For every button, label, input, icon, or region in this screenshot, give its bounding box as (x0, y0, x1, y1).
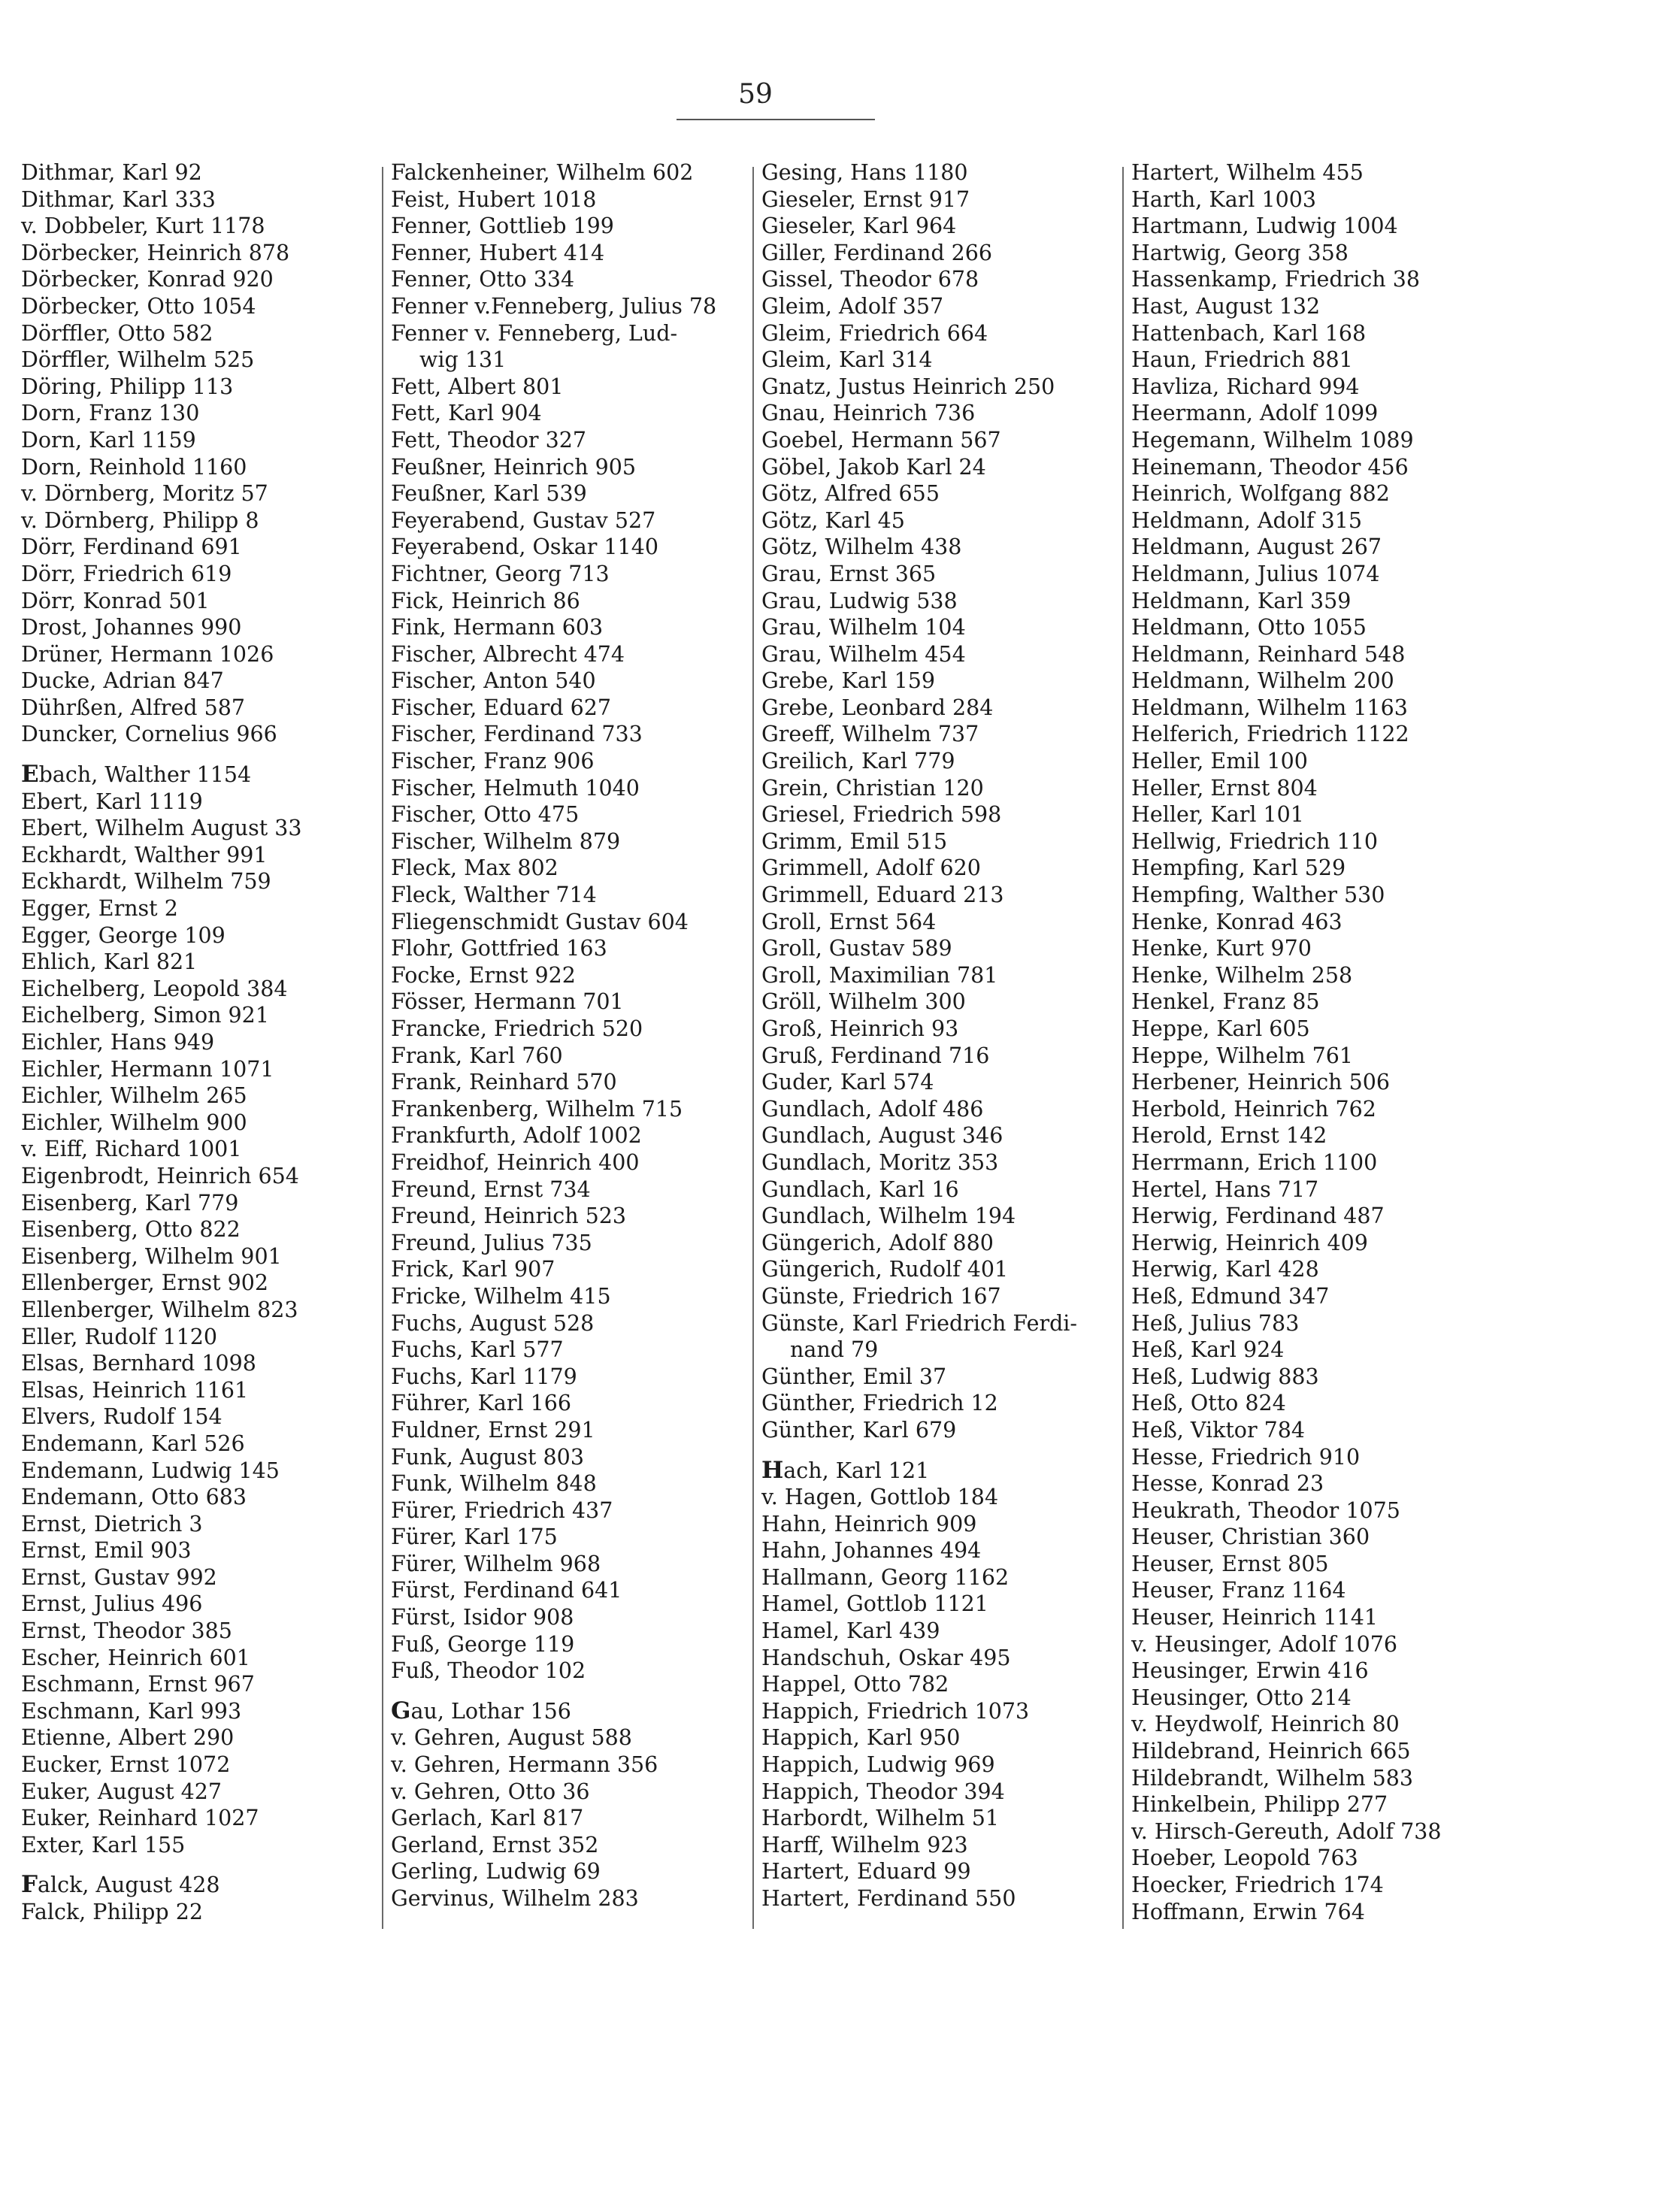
directory-entry: Fürer, Wilhelm 968 (391, 1551, 601, 1576)
section-gap (21, 748, 367, 761)
directory-entry: Gundlach, August 346 (761, 1123, 1003, 1149)
directory-entry: Dörr, Friedrich 619 (21, 561, 232, 586)
directory-entry: Guder, Karl 574 (761, 1070, 934, 1095)
directory-entry: Eschmann, Karl 993 (21, 1698, 242, 1724)
directory-entry: Eller, Rudolf 1120 (21, 1324, 217, 1349)
directory-entry: Güngerich, Rudolf 401 (761, 1257, 1009, 1282)
directory-entry: v. Gehren, Otto 36 (391, 1779, 590, 1804)
directory-entry: Heldmann, Wilhelm 200 (1131, 668, 1394, 694)
directory-entry: Heller, Emil 100 (1131, 749, 1308, 774)
directory-entry: Fleck, Walther 714 (391, 883, 597, 908)
directory-entry: Herbener, Heinrich 506 (1131, 1070, 1390, 1095)
directory-entry: Heß, Otto 824 (1131, 1391, 1286, 1416)
directory-entry: Dithmar, Karl 333 (21, 186, 216, 212)
directory-entry: v. Dörnberg, Moritz 57 (21, 481, 268, 507)
column-divider (752, 167, 754, 1929)
directory-entry: Eschmann, Ernst 967 (21, 1672, 255, 1697)
directory-entry: Dörbecker, Konrad 920 (21, 267, 274, 292)
directory-entry: Heuser, Heinrich 1141 (1131, 1605, 1379, 1630)
directory-entry: Götz, Karl 45 (761, 507, 905, 533)
section-first-entry (21, 1872, 367, 1899)
directory-entry: Heusinger, Erwin 416 (1131, 1658, 1369, 1684)
directory-entry: Hempfing, Walther 530 (1131, 883, 1385, 908)
directory-entry: Francke, Friedrich 520 (391, 1016, 643, 1041)
directory-entry: Eichelberg, Leopold 384 (21, 976, 288, 1001)
directory-entry: Fuchs, Karl 577 (391, 1337, 564, 1363)
directory-entry: Ehlich, Karl 821 (21, 949, 198, 975)
directory-entry: Harbordt, Wilhelm 51 (761, 1806, 1000, 1831)
directory-entry: Hildebrandt, Wilhelm 583 (1131, 1765, 1414, 1791)
directory-entry: Heinrich, Wolfgang 882 (1131, 481, 1390, 507)
directory-entry: Fischer, Franz 906 (391, 749, 595, 774)
directory-entry: Güngerich, Adolf 880 (761, 1230, 994, 1255)
directory-entry: Ebert, Karl 1119 (21, 789, 203, 814)
directory-entry: Fürer, Karl 175 (391, 1524, 558, 1550)
directory-entry: Elsas, Heinrich 1161 (21, 1377, 249, 1403)
section-first-entry (761, 1458, 1116, 1485)
directory-entry: Gnau, Heinrich 736 (761, 401, 976, 426)
directory-entry: Gervinus, Wilhelm 283 (391, 1886, 639, 1911)
directory-entry: Günste, Karl Friedrich Ferdi- (761, 1310, 1078, 1336)
directory-entry: Gieseler, Karl 964 (761, 213, 957, 239)
directory-entry: v. Gehren, August 588 (391, 1725, 632, 1751)
directory-entry: Hahn, Johannes 494 (761, 1538, 982, 1564)
directory-entry: Heldmann, Wilhelm 1163 (1131, 695, 1408, 720)
directory-entry: Dörbecker, Heinrich 878 (21, 240, 290, 265)
directory-entry: Dörr, Konrad 501 (21, 588, 210, 613)
directory-entry: Fenner, Hubert 414 (391, 240, 605, 265)
directory-entry: Happich, Karl 950 (761, 1725, 961, 1751)
directory-entry: Fenner, Gottlieb 199 (391, 213, 614, 239)
directory-entry: Fuß, Theodor 102 (391, 1658, 586, 1684)
directory-entry: Frank, Karl 760 (391, 1043, 563, 1068)
directory-column-4 (1131, 159, 1486, 1925)
directory-entry: Hempfing, Karl 529 (1131, 855, 1346, 881)
section-first-entry (391, 1698, 746, 1725)
section-first-entry (21, 761, 367, 789)
directory-entry: Hoffmann, Erwin 764 (1131, 1899, 1365, 1924)
directory-entry: Groll, Maximilian 781 (761, 962, 998, 988)
directory-entry: Eckhardt, Wilhelm 759 (21, 869, 271, 895)
directory-entry: Hattenbach, Karl 168 (1131, 320, 1367, 346)
directory-entry: Götz, Alfred 655 (761, 481, 940, 507)
directory-entry: Heß, Ludwig 883 (1131, 1364, 1319, 1389)
section-gap (21, 1858, 367, 1872)
directory-entry: Heusinger, Otto 214 (1131, 1685, 1352, 1710)
directory-entry: Funk, August 803 (391, 1444, 584, 1470)
directory-entry: Führer, Karl 166 (391, 1391, 572, 1416)
directory-entry: Göbel, Jakob Karl 24 (761, 454, 986, 480)
directory-entry: Grau, Ludwig 538 (761, 588, 958, 613)
directory-entry: Heldmann, August 267 (1131, 534, 1382, 560)
entry-list (1131, 159, 1486, 1925)
directory-entry: Herwig, Heinrich 409 (1131, 1230, 1368, 1255)
directory-entry: Heß, Julius 783 (1131, 1310, 1300, 1336)
directory-entry: Groll, Ernst 564 (761, 909, 937, 934)
directory-entry: Endemann, Karl 526 (21, 1431, 245, 1456)
directory-entry: Happel, Otto 782 (761, 1672, 949, 1697)
directory-entry: Duncker, Cornelius 966 (21, 722, 277, 747)
directory-entry: Fuß, George 119 (391, 1631, 575, 1657)
directory-entry: Fischer, Eduard 627 (391, 695, 612, 720)
entry-list (761, 159, 1116, 1444)
directory-entry: Feyerabend, Gustav 527 (391, 507, 656, 533)
directory-entry: Gerling, Ludwig 69 (391, 1859, 601, 1885)
directory-entry: Eisenberg, Wilhelm 901 (21, 1243, 282, 1269)
directory-entry: Fischer, Anton 540 (391, 668, 596, 694)
directory-entry: Fuchs, Karl 1179 (391, 1364, 577, 1389)
directory-entry: Hildebrand, Heinrich 665 (1131, 1739, 1411, 1764)
directory-entry: Euker, August 427 (21, 1779, 222, 1804)
directory-entry: Gerlach, Karl 817 (391, 1806, 584, 1831)
directory-entry: Groß, Heinrich 93 (761, 1016, 959, 1041)
directory-entry: Endemann, Otto 683 (21, 1485, 247, 1510)
entry-list (761, 1484, 1116, 1912)
directory-entry: Eisenberg, Otto 822 (21, 1217, 241, 1243)
directory-entry: Fliegenschmidt Gustav 604 (391, 909, 689, 934)
directory-entry: Grau, Ernst 365 (761, 561, 937, 586)
directory-entry: Hesse, Konrad 23 (1131, 1471, 1324, 1497)
column-divider (1122, 167, 1124, 1929)
directory-entry: Döring, Philipp 113 (21, 374, 234, 399)
directory-entry: Heuser, Franz 1164 (1131, 1578, 1346, 1603)
directory-entry: Fricke, Wilhelm 415 (391, 1283, 611, 1309)
directory-entry: Heuser, Christian 360 (1131, 1524, 1370, 1550)
directory-entry: Hamel, Gottlob 1121 (761, 1591, 988, 1617)
directory-entry: Fischer, Otto 475 (391, 802, 580, 828)
directory-entry: Eckhardt, Walther 991 (21, 842, 268, 867)
directory-entry: Günther, Friedrich 12 (761, 1391, 998, 1416)
directory-entry: Grebe, Leonbard 284 (761, 695, 994, 720)
directory-entry: Fuchs, August 528 (391, 1310, 595, 1336)
directory-entry: Harth, Karl 1003 (1131, 186, 1317, 212)
directory-entry: Frankfurth, Adolf 1002 (391, 1123, 642, 1149)
directory-entry: Freidhof, Heinrich 400 (391, 1149, 640, 1175)
directory-entry: Gundlach, Moritz 353 (761, 1149, 999, 1175)
directory-entry: Günther, Karl 679 (761, 1417, 957, 1443)
directory-entry: Eichler, Wilhelm 265 (21, 1083, 247, 1109)
directory-entry: Hartert, Eduard 99 (761, 1859, 971, 1885)
directory-entry: Gissel, Theodor 678 (761, 267, 979, 292)
directory-entry: Greilich, Karl 779 (761, 749, 955, 774)
directory-entry: Happich, Ludwig 969 (761, 1752, 995, 1778)
directory-entry: Exter, Karl 155 (21, 1832, 186, 1857)
directory-entry: Escher, Heinrich 601 (21, 1645, 250, 1670)
directory-entry: Fösser, Hermann 701 (391, 989, 624, 1015)
directory-entry: Fuldner, Ernst 291 (391, 1417, 595, 1443)
directory-entry: Hamel, Karl 439 (761, 1618, 940, 1644)
directory-entry: Fenner v.Fenneberg, Julius 78 (391, 293, 717, 319)
directory-entry: Fick, Heinrich 86 (391, 588, 580, 613)
directory-entry: Henke, Wilhelm 258 (1131, 962, 1353, 988)
directory-entry: Funk, Wilhelm 848 (391, 1471, 597, 1497)
directory-entry: Heß, Karl 924 (1131, 1337, 1285, 1363)
directory-entry: Elvers, Rudolf 154 (21, 1404, 222, 1430)
directory-entry: Gieseler, Ernst 917 (761, 186, 970, 212)
directory-entry: Gnatz, Justus Heinrich 250 (761, 374, 1055, 399)
directory-entry: Drost, Johannes 990 (21, 615, 242, 640)
directory-entry: nand 79 (790, 1337, 879, 1363)
directory-entry: Havliza, Richard 994 (1131, 374, 1360, 399)
section-gap (391, 1685, 746, 1698)
directory-entry: Günste, Friedrich 167 (761, 1283, 1001, 1309)
directory-entry: Heuser, Ernst 805 (1131, 1551, 1329, 1576)
directory-entry: Heller, Ernst 804 (1131, 775, 1318, 801)
directory-entry: Groll, Gustav 589 (761, 936, 952, 961)
directory-entry: Hertel, Hans 717 (1131, 1176, 1319, 1202)
directory-entry: Fischer, Helmuth 1040 (391, 775, 640, 801)
directory-entry: Freund, Heinrich 523 (391, 1203, 627, 1229)
directory-entry: Hegemann, Wilhelm 1089 (1131, 427, 1414, 453)
directory-entry: Fürer, Friedrich 437 (391, 1497, 613, 1523)
directory-entry: Fleck, Max 802 (391, 855, 558, 881)
directory-entry: Freund, Julius 735 (391, 1230, 592, 1255)
directory-entry: Götz, Wilhelm 438 (761, 534, 962, 560)
directory-entry: Handschuh, Oskar 495 (761, 1645, 1011, 1670)
directory-entry: Heldmann, Adolf 315 (1131, 507, 1363, 533)
directory-entry: Gleim, Karl 314 (761, 347, 933, 373)
directory-entry: Gröll, Wilhelm 300 (761, 989, 966, 1015)
directory-entry: Gesing, Hans 1180 (761, 160, 968, 185)
directory-entry: v. Dörnberg, Philipp 8 (21, 507, 259, 533)
entry-text: bach, Walther 1154 (38, 762, 252, 788)
directory-entry: Grau, Wilhelm 104 (761, 615, 966, 640)
directory-entry: Ellenberger, Wilhelm 823 (21, 1297, 298, 1322)
directory-entry: Günther, Emil 37 (761, 1364, 947, 1389)
directory-entry: Fischer, Wilhelm 879 (391, 828, 621, 854)
directory-entry: Fichtner, Georg 713 (391, 561, 610, 586)
directory-entry: Greeff, Wilhelm 737 (761, 722, 979, 747)
entry-list (21, 1899, 367, 1926)
directory-entry: v. Eiff, Richard 1001 (21, 1137, 242, 1162)
directory-entry: v. Hirsch-Gereuth, Adolf 738 (1131, 1818, 1442, 1844)
directory-entry: Hallmann, Georg 1162 (761, 1564, 1010, 1590)
directory-entry: Eichler, Wilhelm 900 (21, 1110, 247, 1135)
directory-entry: Eucker, Ernst 1072 (21, 1752, 231, 1778)
directory-entry: Egger, Ernst 2 (21, 896, 178, 922)
directory-entry: Dörffler, Wilhelm 525 (21, 347, 255, 373)
column-divider (382, 167, 383, 1929)
directory-entry: Hartwig, Georg 358 (1131, 240, 1349, 265)
directory-entry: Harff, Wilhelm 923 (761, 1832, 968, 1857)
directory-entry: v. Gehren, Hermann 356 (391, 1752, 658, 1778)
directory-entry: v. Heydwolf, Heinrich 80 (1131, 1712, 1400, 1737)
entry-text: alck, August 428 (38, 1873, 220, 1898)
directory-entry: Hinkelbein, Philipp 277 (1131, 1792, 1388, 1818)
directory-entry: Fürst, Ferdinand 641 (391, 1578, 622, 1603)
directory-entry: Gruß, Ferdinand 716 (761, 1043, 990, 1068)
directory-entry: Gundlach, Karl 16 (761, 1176, 959, 1202)
directory-entry: Grimmell, Adolf 620 (761, 855, 981, 881)
directory-entry: Ernst, Emil 903 (21, 1538, 192, 1564)
directory-entry: Grebe, Karl 159 (761, 668, 935, 694)
directory-entry: Gundlach, Wilhelm 194 (761, 1203, 1016, 1229)
directory-entry: Ernst, Theodor 385 (21, 1618, 232, 1644)
directory-entry: Freund, Ernst 734 (391, 1176, 591, 1202)
directory-entry: Henke, Konrad 463 (1131, 909, 1342, 934)
directory-entry: Griesel, Friedrich 598 (761, 802, 1002, 828)
directory-entry: Hartert, Wilhelm 455 (1131, 160, 1364, 185)
directory-column-2 (391, 159, 746, 1912)
directory-entry: Ellenberger, Ernst 902 (21, 1270, 269, 1296)
directory-entry: Heß, Edmund 347 (1131, 1283, 1330, 1309)
directory-entry: Heldmann, Karl 359 (1131, 588, 1352, 613)
directory-entry: Frick, Karl 907 (391, 1257, 555, 1282)
directory-entry: Hassenkamp, Friedrich 38 (1131, 267, 1420, 292)
entry-list (21, 159, 367, 748)
directory-entry: Heller, Karl 101 (1131, 802, 1304, 828)
directory-entry: Henkel, Franz 85 (1131, 989, 1320, 1015)
directory-entry: Fett, Karl 904 (391, 401, 542, 426)
directory-entry: Herrmann, Erich 1100 (1131, 1149, 1378, 1175)
directory-entry: Eichelberg, Simon 921 (21, 1003, 269, 1028)
directory-entry: Dorn, Franz 130 (21, 401, 200, 426)
directory-entry: v. Dobbeler, Kurt 1178 (21, 213, 265, 239)
directory-entry: Goebel, Hermann 567 (761, 427, 1001, 453)
directory-entry: Fett, Theodor 327 (391, 427, 586, 453)
directory-entry: Elsas, Bernhard 1098 (21, 1351, 256, 1376)
entry-text: au, Lothar 156 (410, 1698, 571, 1724)
directory-entry: Frankenberg, Wilhelm 715 (391, 1096, 683, 1122)
directory-entry: Fink, Hermann 603 (391, 615, 604, 640)
directory-entry: Heldmann, Reinhard 548 (1131, 641, 1406, 667)
directory-entry: Dörr, Ferdinand 691 (21, 534, 242, 560)
entry-list (391, 1724, 746, 1912)
directory-entry: Ernst, Julius 496 (21, 1591, 203, 1617)
directory-entry: v. Heusinger, Adolf 1076 (1131, 1631, 1397, 1657)
directory-entry: Herwig, Karl 428 (1131, 1257, 1319, 1282)
section-initial: G (391, 1697, 411, 1724)
directory-entry: Falck, Philipp 22 (21, 1900, 203, 1924)
directory-entry: Fischer, Albrecht 474 (391, 641, 625, 667)
directory-entry: Feußner, Karl 539 (391, 481, 587, 507)
directory-entry: Heldmann, Otto 1055 (1131, 615, 1367, 640)
directory-entry: Heß, Viktor 784 (1131, 1417, 1306, 1443)
directory-entry: Heldmann, Julius 1074 (1131, 561, 1380, 586)
directory-entry: Fenner, Otto 334 (391, 267, 575, 292)
directory-entry: Happich, Theodor 394 (761, 1779, 1005, 1804)
directory-entry: Hahn, Heinrich 909 (761, 1511, 977, 1537)
directory-entry: Gleim, Adolf 357 (761, 293, 944, 319)
directory-entry: Ducke, Adrian 847 (21, 668, 224, 694)
directory-entry: Drüner, Hermann 1026 (21, 641, 274, 667)
directory-entry: Dithmar, Karl 92 (21, 160, 202, 185)
directory-entry: Dörffler, Otto 582 (21, 320, 213, 346)
entry-text: ach, Karl 121 (783, 1458, 930, 1483)
entry-list (391, 159, 746, 1685)
directory-entry: wig 131 (419, 347, 507, 373)
directory-entry: Heinemann, Theodor 456 (1131, 454, 1409, 480)
section-initial: E (21, 761, 39, 789)
directory-entry: Gundlach, Adolf 486 (761, 1096, 984, 1122)
directory-entry: Ebert, Wilhelm August 33 (21, 816, 302, 841)
directory-entry: Dorn, Karl 1159 (21, 427, 196, 453)
section-initial: H (761, 1456, 784, 1484)
header-rule (677, 119, 875, 120)
directory-entry: Eigenbrodt, Heinrich 654 (21, 1163, 299, 1188)
directory-entry: Feußner, Heinrich 905 (391, 454, 637, 480)
directory-entry: Heermann, Adolf 1099 (1131, 401, 1379, 426)
section-initial: F (21, 1871, 38, 1899)
directory-entry: Eisenberg, Karl 779 (21, 1190, 239, 1216)
directory-column-3 (761, 159, 1116, 1912)
directory-entry: Ernst, Dietrich 3 (21, 1511, 203, 1537)
directory-entry: Gerland, Ernst 352 (391, 1832, 599, 1857)
directory-entry: Hartmann, Ludwig 1004 (1131, 213, 1398, 239)
directory-entry: Fett, Albert 801 (391, 374, 564, 399)
directory-entry: Helferich, Friedrich 1122 (1131, 722, 1409, 747)
directory-entry: Endemann, Ludwig 145 (21, 1458, 280, 1483)
directory-entry: Hellwig, Friedrich 110 (1131, 828, 1378, 854)
directory-entry: Feist, Hubert 1018 (391, 186, 597, 212)
section-gap (761, 1444, 1116, 1458)
directory-entry: Feyerabend, Oskar 1140 (391, 534, 658, 560)
directory-entry: Herwig, Ferdinand 487 (1131, 1203, 1385, 1229)
directory-entry: Fenner v. Fenneberg, Lud- (391, 320, 678, 346)
directory-entry: Eichler, Hermann 1071 (21, 1056, 274, 1082)
directory-entry: Hoeber, Leopold 763 (1131, 1845, 1358, 1871)
directory-entry: Haun, Friedrich 881 (1131, 347, 1353, 373)
directory-entry: Focke, Ernst 922 (391, 962, 576, 988)
directory-entry: Egger, George 109 (21, 922, 226, 948)
directory-entry: Hoecker, Friedrich 174 (1131, 1873, 1384, 1897)
directory-entry: Heukrath, Theodor 1075 (1131, 1497, 1400, 1523)
directory-entry: Fürst, Isidor 908 (391, 1605, 574, 1630)
entry-list (21, 789, 367, 1859)
directory-entry: Henke, Kurt 970 (1131, 936, 1312, 961)
directory-entry: Ernst, Gustav 992 (21, 1564, 217, 1590)
directory-entry: Grimm, Emil 515 (761, 828, 948, 854)
directory-entry: Giller, Ferdinand 266 (761, 240, 993, 265)
directory-entry: v. Hagen, Gottlob 184 (761, 1485, 999, 1510)
directory-entry: Grein, Christian 120 (761, 775, 984, 801)
directory-entry: Dorn, Reinhold 1160 (21, 454, 247, 480)
directory-entry: Hesse, Friedrich 910 (1131, 1444, 1361, 1470)
directory-entry: Hast, August 132 (1131, 293, 1321, 319)
directory-entry: Flohr, Gottfried 163 (391, 936, 607, 961)
directory-entry: Herold, Ernst 142 (1131, 1123, 1327, 1149)
directory-entry: Falckenheiner, Wilhelm 602 (391, 160, 694, 185)
directory-entry: Eichler, Hans 949 (21, 1030, 215, 1055)
directory-entry: Frank, Reinhard 570 (391, 1070, 617, 1095)
directory-entry: Fischer, Ferdinand 733 (391, 722, 643, 747)
directory-entry: Heppe, Wilhelm 761 (1131, 1043, 1354, 1068)
directory-entry: Grau, Wilhelm 454 (761, 641, 966, 667)
directory-entry: Heppe, Karl 605 (1131, 1016, 1310, 1041)
directory-entry: Dörbecker, Otto 1054 (21, 293, 256, 319)
directory-entry: Herbold, Heinrich 762 (1131, 1096, 1376, 1122)
directory-entry: Etienne, Albert 290 (21, 1725, 235, 1751)
directory-entry: Gleim, Friedrich 664 (761, 320, 988, 346)
directory-entry: Euker, Reinhard 1027 (21, 1806, 259, 1831)
directory-entry: Grimmell, Eduard 213 (761, 883, 1004, 908)
directory-entry: Hartert, Ferdinand 550 (761, 1886, 1016, 1911)
directory-column-1 (21, 159, 367, 1926)
directory-entry: Dührßen, Alfred 587 (21, 695, 245, 720)
directory-entry: Happich, Friedrich 1073 (761, 1698, 1030, 1724)
page-number: 59 (738, 79, 773, 110)
